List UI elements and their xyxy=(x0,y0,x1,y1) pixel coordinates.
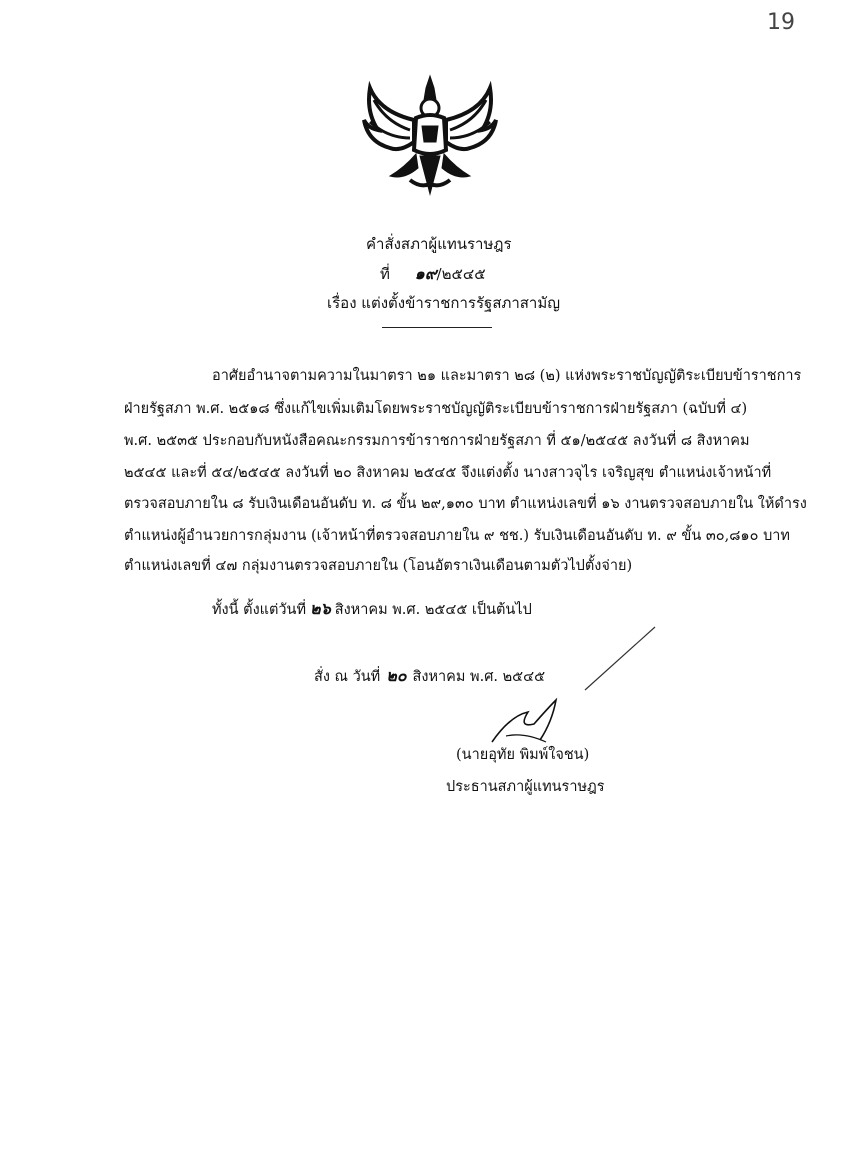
effective-suffix: สิงหาคม พ.ศ. ๒๕๔๕ เป็นต้นไป xyxy=(334,602,532,618)
body-line-3: พ.ศ. ๒๕๓๕ ประกอบกับหนังสือคณะกรรมการข้าราชการฝ่ายรัฐสภา ที่ ๕๑/๒๕๔๕ ลงวันที่ ๘ สิงหาคม xyxy=(124,433,750,449)
ordered-suffix: สิงหาคม พ.ศ. ๒๕๔๕ xyxy=(412,669,546,685)
order-subject: เรื่อง แต่งตั้งข้าราชการรัฐสภาสามัญ xyxy=(327,294,561,312)
body-line-2: ฝ่ายรัฐสภา พ.ศ. ๒๕๑๘ ซึ่งแก้ไขเพิ่มเติมโดยพระราชบัญญัติระเบียบข้าราชการฝ่ายรัฐสภา (ฉบับที่ ๔) xyxy=(124,401,748,417)
signer-name: (นายอุทัย พิมพ์ใจชน) xyxy=(456,747,590,763)
body-line-5: ตรวจสอบภายใน ๘ รับเงินเดือนอันดับ ท. ๘ ขั้น ๒๙,๑๓๐ บาท ตำแหน่งเลขที่ ๑๖ งานตรวจสอบภายใน ให้ดำรง xyxy=(124,496,807,512)
body-line-4: ๒๕๔๕ และที่ ๕๔/๒๕๔๕ ลงวันที่ ๒๐ สิงหาคม ๒๕๔๕ จึงแต่งตั้ง นางสาวจุไร เจริญสุข ตำแหน่งเจ้าหน้าที่ xyxy=(124,465,772,481)
page-number: 19 xyxy=(767,10,795,35)
ordered-prefix: สั่ง ณ วันที่ xyxy=(314,669,381,685)
number-value: ๑๙ xyxy=(414,264,437,283)
body-line-6: ตำแหน่งผู้อำนวยการกลุ่มงาน (เจ้าหน้าที่ตรวจสอบภายใน ๙ ชช.) รับเงินเดือนอันดับ ท. ๙ ขั้น ๓๐,๘๑๐ บาท xyxy=(124,528,790,544)
effective-prefix: ทั้งนี้ ตั้งแต่วันที่ xyxy=(212,602,307,618)
body-line-1: อาศัยอำนาจตามความในมาตรา ๒๑ และมาตรา ๒๘ (๒) แห่งพระราชบัญญัติระเบียบข้าราชการ xyxy=(212,368,802,384)
ordered-day: ๒๐ xyxy=(386,666,407,685)
number-label: ที่ xyxy=(380,265,390,283)
signer-title: ประธานสภาผู้แทนราษฎร xyxy=(446,779,605,795)
effective-day: ๒๖ xyxy=(310,599,331,618)
body-line-7: ตำแหน่งเลขที่ ๔๗ กลุ่มงานตรวจสอบภายใน (โอนอัตราเงินเดือนตามตัวไปตั้งจ่าย) xyxy=(124,558,633,574)
order-title: คำสั่งสภาผู้แทนราษฎร xyxy=(366,235,512,253)
number-year: /๒๕๔๕ xyxy=(436,265,486,283)
